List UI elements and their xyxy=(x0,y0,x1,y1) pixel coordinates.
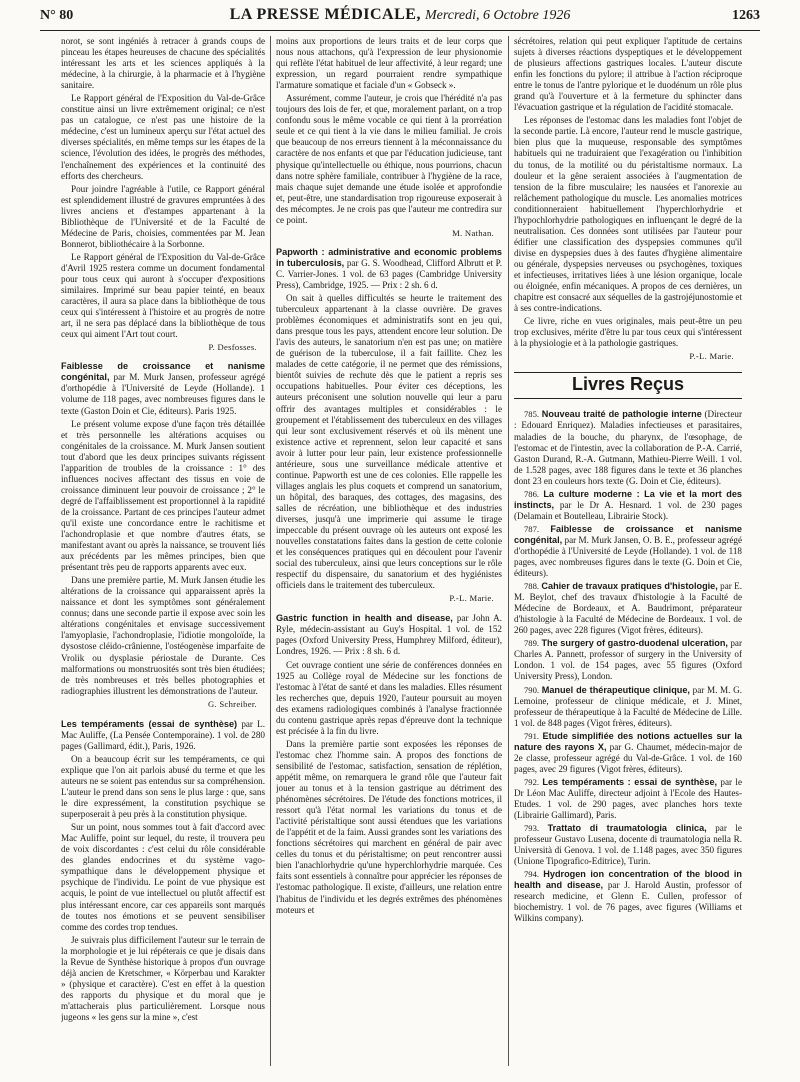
review-details: par M. Murk Jansen, professeur agrégé d'orthopédie à l'Université de Leyde (Hollande). 1 volume de 118 pages, avec nombreuses figures dans le texte (Gaston Doin et Cie, éditeurs). Paris 1925. xyxy=(61,372,265,416)
author-signature: P.-L. Marie. xyxy=(449,593,494,604)
book-entry xyxy=(514,409,742,486)
review-details: par John A. Ryle, médecin-assistant au Guy's Hospital. 1 vol. de 152 pages (Oxford University Press, Humphrey Milford, éditeur), Londres, 1926. — Prix : 8 sh. 6 d. xyxy=(276,613,502,657)
review-title: Les tempéraments (essai de synthèse) xyxy=(61,718,238,729)
book-title: Manuel de thérapeutique clinique, xyxy=(541,684,690,695)
review-details: par L. Mac Auliffe, (La Pensée Contemporaine). 1 vol. de 280 pages (Gallimard, édit.), Paris, 1926. xyxy=(61,718,265,751)
book-entry xyxy=(514,731,742,775)
author-signature: P.-L. Marie. xyxy=(689,351,734,362)
book-title: Hydrogen ion concentration of the blood in health and disease, xyxy=(514,869,742,891)
review-title: Papworth : administrative and economic problems in tuberculosis, xyxy=(276,246,502,268)
book-details: par M. Murk Jansen, O. B. E., professeur agrégé d'orthopédie à l'Université de Leyde (Hollande). 1 vol. de 118 pages, avec nombreuses figures dans le texte (G. Doin et Cie, éditeurs). xyxy=(514,534,742,579)
column-1 xyxy=(61,36,265,1072)
issue-date: Mercredi, 6 Octobre 1926 xyxy=(424,8,571,23)
paragraph: On sait à quelles difficultés se heurte le traitement des tuberculeux appartenant à la classe ouvrière. De graves problèmes économiques et administratifs sont en jeu qui, dans presque tous les pays, attendent encore leur solution. De l'avis des auteurs, le sanatorium n'en est pas une; on matière de guérison de la tuberculose, il a fait faillite. Chez les malades de cette catégorie, il ne permet que des rémissions, bientôt suivies de rechute dès que le patient a repris ses occupations habituelles. Pour éviter ces déceptions, les auteurs préconisent une solution nouvelle qui leur a paru offrir des avantages multiples et considérables : le groupement et l'établissement des tuberculeux en des villages qui leur sont exclusivement réservés et où ils mènent une existence active et reprennent, selon leur capacité et sans avoir à lutter pour leur pain, leur existence professionnelle antérieure, sous une surveillance médicale attentive et continue. Papworth est une de ces colonies. Elle rappelle les villages anglais les plus coquets et comprend un sanatorium, un hôpital, des baraques, des cottages, des magasins, des salles de récréation, une bibliothèque et des industries diverses, jusqu'à une imprimerie qui assume le tirage impeccable du présent ouvrage où les auteurs ont exposé les nouvelles constatations faites dans la gestion de cette colonie et les conséquences pratiques qui en découlent pour l'avenir social des tuberculeux, ainsi que leurs conceptions sur le rôle respectif du dispensaire, du sanatorium et des hygiénistes officiels dans le traitement des tuberculeux. xyxy=(276,293,502,591)
book-number: 785. xyxy=(524,409,540,420)
review-entry xyxy=(61,719,265,1023)
book-title: The surgery of gastro-duodenal ulceration, xyxy=(541,638,728,649)
journal-masthead xyxy=(40,6,760,24)
book-title: Cahier de travaux pratiques d'histologie, xyxy=(541,581,718,592)
paragraph: Cet ouvrage contient une série de conférences données en 1925 au Collège royal de Médecine sur les fonctions de l'estomac à l'état de santé et dans les maladies. Elles résument les recherches que, depuis 1920, l'auteur poursuit au moyen des examens radiologiques combinés à l'analyse fractionnée du contenu gastrique après repas d'épreuve dont la technique est précisée à la fin du livre. xyxy=(276,659,502,736)
section-title: Livres Reçus xyxy=(571,374,685,395)
column-divider xyxy=(508,36,509,1066)
book-number: 793. xyxy=(524,823,540,834)
book-number: 789. xyxy=(524,638,540,649)
book-number: 790. xyxy=(524,684,540,695)
book-title: Trattato di traumatologia clinica, xyxy=(547,823,707,834)
review-entry xyxy=(276,247,502,605)
book-number: 794. xyxy=(524,869,540,880)
paragraph: Le Rapport général de l'Exposition du Val-de-Grâce d'Avril 1925 restera comme un document fondamental pour tous ceux qui auront à s'occuper d'expositions similaires. Imprimé sur beau papier teinté, en beaux caractères, il aura sa place dans la bibliothèque de tous ceux qui s'intéressent à l'histoire et au progrès de notre art, il ne sera pas déplacé dans la bibliothèque de tous ceux qui aiment l'Art tout court. xyxy=(61,251,265,340)
paragraph: moins aux proportions de leurs traits et de leur corps que nous nous attachons, qu'à l'expression de leur physionomie qui reflète l'état habituel de leur affectivité, à leur regard; une expression, un regard pourraient rendre sympathique l'armature somatique et faciale d'un « Gobseck ». xyxy=(276,36,502,91)
review-entry xyxy=(276,613,502,915)
author-signature: M. Nathan. xyxy=(452,227,494,238)
book-details: par J. Harold Austin, professor of research medicine, et Glenn E. Cullen, professor of biochemistry. 1 vol. de 76 pages, avec figures (Williams et Wilkins company). xyxy=(514,880,742,924)
column-divider xyxy=(270,36,271,1066)
book-number: 786. xyxy=(524,488,540,499)
author-signature: G. Schreiber. xyxy=(207,698,257,709)
book-entry xyxy=(514,777,742,821)
book-entry xyxy=(514,823,742,867)
paragraph: Ce livre, riche en vues originales, mais peut-être un peu trop exclusives, mérite d'être lu par tous ceux qui s'intéressent à la physiologie et à la pathologie gastriques. xyxy=(514,316,742,349)
book-entry xyxy=(514,581,742,636)
paragraph: Dans une première partie, M. Murk Jansen étudie les altérations de la croissance qui apparaissent après la naissance et dont les symptômes sont généralement connus; dans une seconde partie il expose avec soin les altérations congénitales et envisage successivement l'amyoplasie, l'achondroplasie, l'idiotie mongoloïde, la dysostose cléido-crânienne, l'ostéogenèse imparfaite de Vrolik ou dysplasie périostale de Durante. Ces malformations ou monstruosités sont très bien étudiées; de très nombreuses et très belles photographies et radiographies illustrent les démonstrations de l'auteur. xyxy=(61,575,265,696)
paragraph: sécrétoires, relation qui peut expliquer l'aptitude de certains sujets à diverses réactions dyspeptiques et le développement de plusieurs affections gastriques locales. L'auteur discute enfin les fonctions du pylore; il attribue à l'action réciproque entre le tonus de l'antre pylorique et le duodénum un rôle plus grand qu'à l'ouverture et à la fermeture du sphincter dans l'évacuation gastrique et la régulation de l'acidité stomacale. xyxy=(514,36,742,113)
book-title: Etude simplifiée des notions actuelles sur la nature des rayons X, xyxy=(514,730,742,752)
book-title: Les tempéraments : essai de synthèse, xyxy=(542,776,718,787)
paragraph: Les réponses de l'estomac dans les maladies font l'objet de la seconde partie. Là encore, l'auteur rend le muscle gastrique, bien plus que la muqueuse, responsable des symptômes habituels qui ne traduiraient que l'exagération ou l'inhibition du tonus, de la motilité ou du péristaltisme normaux. La douleur et la gêne seraient associées à l'augmentation de tension de la fibre musculaire; les nausées et l'anorexie au relâchement pathologique du muscle. Les anomalies motrices conditionneraient habituellement l'hyperchlorhydrie et l'hypochlorhydrie pathologiques en influençant le degré de la neutralisation. Ces données sont utilisées par l'auteur pour édifier une classification des dyspepsies communes qu'il divise en dyspepsies dues à des fautes d'hygiène alimentaire ou générale, dyspepsies nerveuses ou psychogènes, toxiques et infectieuses, irritatives liées à une lésion organique, locale ou éloignée, enfin mécaniques. A propos de ces dernières, un chapitre est consacré aux séquelles de la gastrojéjunostomie et à ses contre-indications. xyxy=(514,115,742,314)
paragraph: Le présent volume expose d'une façon très détaillée et très personnelle les altérations acquises ou congénitales de la croissance. M. Murk Jansen soutient tout d'abord que les deux principes suivants régissent l'apparition de troubles de la croissance : 1° des influences nocives affectant des tissus en voie de croissance diminuent leur pouvoir de croissance ; 2° le degré de l'affaiblissement est proportionnel à la rapidité de la croissance. Partant de ces principes l'auteur admet qu'il existe une concordance entre le rachitisme et l'achondroplasie et que nombre d'autres états, se manifestant avant ou après la naissance, se trouvent liés aux précédents par les mêmes principes, bien que présentant très peu de rapports apparents avec eux. xyxy=(61,418,265,573)
page-number: 1263 xyxy=(732,8,760,23)
paragraph: Le Rapport général de l'Exposition du Val-de-Grâce constitue ainsi un livre extrêmement original; ce n'est pas un catalogue, ce n'est pas une histoire de la médecine, c'est un lumineux aperçu sur l'état actuel des diverses spécialités, en même temps sur les étapes de la science, l'évolution des idées, le progrès des méthodes, l'enchaînement des expériences et la continuité des efforts des chercheurs. xyxy=(61,93,265,181)
section-header xyxy=(514,372,742,399)
paragraph: Je suivrais plus difficilement l'auteur sur le terrain de la morphologie et je lui répéterais ce que je disais dans la Revue de Synthèse historique à propos d'un ouvrage déjà ancien de Kretschmer, « Körperbau und Karakter » (physique et caractère). C'est en effet à la question des rapports du physique et du moral que je m'attacherais plus particulièrement. Lorsque nous jugeons « les gens sur la mine », c'est xyxy=(61,934,265,1022)
book-title: La culture moderne : La vie et la mort des instincts, xyxy=(514,488,742,510)
paragraph: Dans la première partie sont exposées les réponses de l'estomac chez l'homme sain. A propos des fonctions de sensibilité de l'estomac, satisfaction, sensation de réplétion, appétit même, on remarquera le grand rôle que l'auteur fait jouer au tonus et à la tension gastrique au détriment des phénomènes sécrétoires. De l'étude des fonctions motrices, il ressort qu'à l'état normal les variations du tonus et de l'activité péristaltique sont aussi étendues que les variations de l'appétit et de la faim. Aussi grandes sont les variations des fonctions sécrétoires qui marchent en général de pair avec celles du tonus et du péristaltisme; on peut rencontrer aussi bien l'anachlorhydrie qu'une hyperchlorhydrie marquée. Ces faits sont essentiels à connaître pour apprécier les réponses de l'estomac pathologique. Il existe, d'ailleurs, une relation entre l'habitus de l'individu et les degrés extrêmes des phénomènes moteurs et xyxy=(276,738,502,915)
review-heading xyxy=(276,247,502,291)
book-details: par le Dr A. Hesnard. 1 vol. de 230 pages (Delamain et Boutelleau, Librairie Stock). xyxy=(514,499,742,521)
book-details: par le Dr Léon Mac Auliffe, directeur adjoint à l'Ecole des Hautes-Etudes. 1 vol. de 290 pages, avec planches hors texte (Librairie Gallimard), Paris. xyxy=(514,776,742,821)
issue-number: N° 80 xyxy=(40,8,74,23)
review-details: par G. S. Woodhead, Clifford Albrutt et P. C. Varrier-Jones. 1 vol. de 63 pages (Cambridge University Press), Cambridge, 1925. — Prix : 2 sh. 6 d. xyxy=(276,257,502,290)
book-number: 788. xyxy=(524,581,540,592)
book-number: 787. xyxy=(524,523,540,534)
review-title: Gastric function in health and disease, xyxy=(276,613,453,624)
book-details: par le professeur Gustavo Lusena, docente di traumatologia nella R. Università di Genova. 1 vol. de 1.148 pages, avec 350 figures (Unione Tipografico-Editrice), Turin. xyxy=(514,823,742,867)
review-heading xyxy=(61,361,265,416)
review-entry xyxy=(61,361,265,709)
book-title: Faiblesse de croissance et nanisme congénital, xyxy=(514,523,742,545)
book-entry xyxy=(514,524,742,579)
journal-title: LA PRESSE MÉDICALE, xyxy=(229,6,421,23)
book-title: Nouveau traité de pathologie interne xyxy=(541,409,702,420)
header-rule xyxy=(40,30,760,31)
book-entry xyxy=(514,489,742,522)
review-title: Faiblesse de croissance et nanisme congénital, xyxy=(61,361,265,383)
book-details: par G. Chaumet, médecin-major de 2e classe, professeur agrégé du Val-de-Grâce. 1 vol. de 160 pages, avec 29 figures (Vigot frères, éditeurs). xyxy=(514,741,742,774)
paragraph: Pour joindre l'agréable à l'utile, ce Rapport général est splendidement illustré de gravures empruntées à des livres anciens et d'estampes appartenant à la Bibliothèque de l'Université et de la Faculté de Médecine de Paris, choisies, commentées par M. Jean Bonnerot, bibliothécaire à la Sorbonne. xyxy=(61,183,265,249)
paragraph: Assurément, comme l'auteur, je crois que l'hérédité n'a pas toujours des lois de fer, et que, moralement parlant, on a trop confondu sous le même vocable ce qui tient à la prorréation seule et ce qui tient à la vie dans le milieu familial. Je crois que beaucoup de nos erreurs tiennent à la méconnaissance du caractère de nos enfants et que par l'éducation judicieuse, tant physique qu'intellectuelle ou éthique, nous pourrions, chacun dans notre sphère familiale, contribuer à l'hygiène de la race, mais chaque sujet demande une étude isolée et approfondie et, peut-être, une standardisation trop rigoureuse exposerait à des mécomptes. Je ne crois pas que l'auteur me contredira sur ce point. xyxy=(276,93,502,225)
book-details: par Charles A. Pannett, professor of surgery in the University of London. 1 vol. de 154 pages, avec 55 figures (Oxford University Press), London. xyxy=(514,638,742,682)
book-details: par M. M. G. Lemoine, professeur de clinique médicale, et J. Minet, professeur de thérapeutique à la Faculté de Médecine de Lille. 1 vol. de 848 pages (Vigot frères, éditeurs). xyxy=(514,684,742,728)
page-header xyxy=(40,6,760,28)
paragraph: On a beaucoup écrit sur les tempéraments, ce qui explique que l'on ait parlois abusé du terme et que les auteurs ne se soient pas entendus sur sa compréhension. L'auteur le prend dans son sens le plus large : que, sans le dire expressément, la constitution psychique se superposerait à peu près à la constitution physique. xyxy=(61,753,265,820)
paragraph: Sur un point, nous sommes tout à fait d'accord avec Mac Auliffe, point sur lequel, du reste, il trouvera peu de voix discordantes : c'est celui du rôle considérable des glandes endocrines et du système vago-sympathique dans le développement physique et psychique de l'individu. Le point de vue physique est acquis, le point de vue intellectuel ou plutôt affectif est plus intéressant encore, car ces appareils sont marqués de toutes nos émotions et se peuvent sensibiliser comme des cordes trop tendues. xyxy=(61,822,265,932)
books-received-list xyxy=(514,409,742,924)
review-heading xyxy=(61,719,265,752)
review-heading xyxy=(276,613,502,657)
author-signature: P. Desfosses. xyxy=(208,342,257,353)
book-number: 791. xyxy=(524,730,540,741)
column-2 xyxy=(276,36,502,1072)
book-entry xyxy=(514,685,742,729)
book-entry xyxy=(514,638,742,682)
book-number: 792. xyxy=(524,776,540,787)
paragraph: norot, se sont ingéniés à retracer à grands coups de pinceau les étapes heureuses de chacune des spécialités intéressant les arts et les sciences appliqués à la médecine, à la chirurgie, à la pharmacie et à l'hygiène sanitaire. xyxy=(61,36,265,91)
book-details: par E. M. Beylot, chef des travaux d'histologie à la Faculté de Médecine de Bordeaux, et A. Baudrimont, préparateur d'histologie à la Faculté de Médecine de Bordeaux. 1 vol. de 260 pages, avec 228 figures (Vigot frères, éditeurs). xyxy=(514,581,742,636)
column-3 xyxy=(514,36,742,1072)
book-entry xyxy=(514,869,742,924)
book-details: (Directeur : Edouard Enriquez). Maladies infectieuses et parasitaires, maladies de la bouche, du pharynx, de l'œsophage, de l'estomac et de l'intestin, avec la collaboration de P.-A. Carrié, Gaston Durand, R.-A. Gutmann, Mathieu-Pierre Weill. 1 vol. de 1.528 pages, avec 188 figures dans le texte et 36 planches dont 23 en couleurs hors texte (G. Doin et Cie, éditeurs). xyxy=(514,409,742,486)
